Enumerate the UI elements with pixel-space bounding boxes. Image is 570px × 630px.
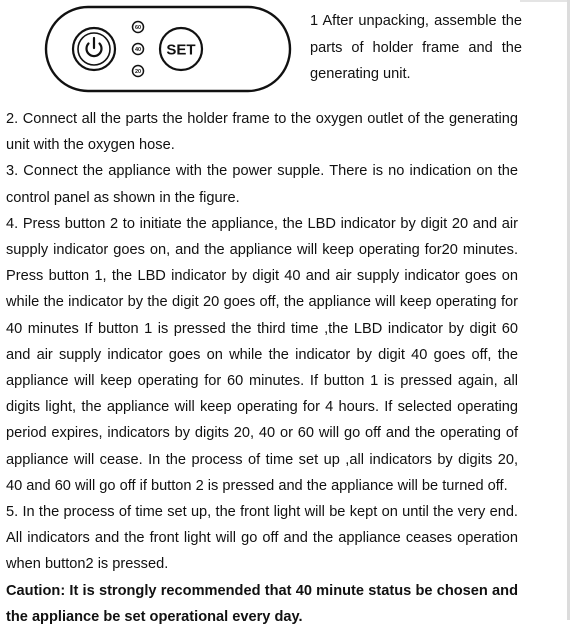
step-2-text: 2. Connect all the parts the holder frame to the oxygen outlet of the generating unit with the oxygen hose. [6, 111, 518, 154]
indicator-60 [133, 22, 144, 33]
instructions-body [6, 106, 518, 630]
control-panel-figure [4, 4, 292, 94]
step-3-text: 3. Connect the appliance with the power supple. There is no indication on the control panel as shown in the figure. [6, 163, 518, 206]
indicator-60-label: 60 [134, 25, 142, 32]
control-panel-drawing [4, 4, 292, 94]
indicator-40 [133, 44, 144, 55]
indicator-20 [133, 66, 144, 77]
step-5-text: 5. In the process of time set up, the front light will be kept on until the very end. All indicators and the front light will go off and the appliance ceases operation when button2 is pressed. [6, 504, 518, 573]
indicator-40-label: 40 [134, 47, 142, 54]
caution-text: Caution: It is strongly recommended that 40 minute status be chosen and the appliance be set operational every day. [6, 582, 518, 625]
page-edge-top [520, 0, 570, 2]
step-1-text: 1 After unpacking, assemble the parts of holder frame and the generating unit. [310, 13, 522, 82]
step-4-text: 4. Press button 2 to initiate the appliance, the LBD indicator by digit 20 and air supply indicator goes on, and the appliance will keep operating for20 minutes. Press button 1, the LBD indicator by digit 40 and air supply indicator goes on while the indicator by the digit 20 goes off, the appliance will keep operating for 40 minutes If button 1 is pressed the third time ,the LBD indicator by digit 60 and air supply indicator goes on while the indicator by digit 40 goes off, the appliance will keep operating for 60 minutes. If button 1 is pressed again, all digits light, the appliance will keep operating for 4 hours. If selected operating period expires, indicators by digits 20, 40 or 60 will go off and the operating of appliance will cease. In the process of time set up ,all indicators by digits 20, 40 and 60 will go off if button 2 is pressed and the appliance will be turned off. [6, 215, 518, 494]
indicator-20-label: 20 [134, 69, 142, 76]
set-button-label: SET [166, 41, 196, 59]
